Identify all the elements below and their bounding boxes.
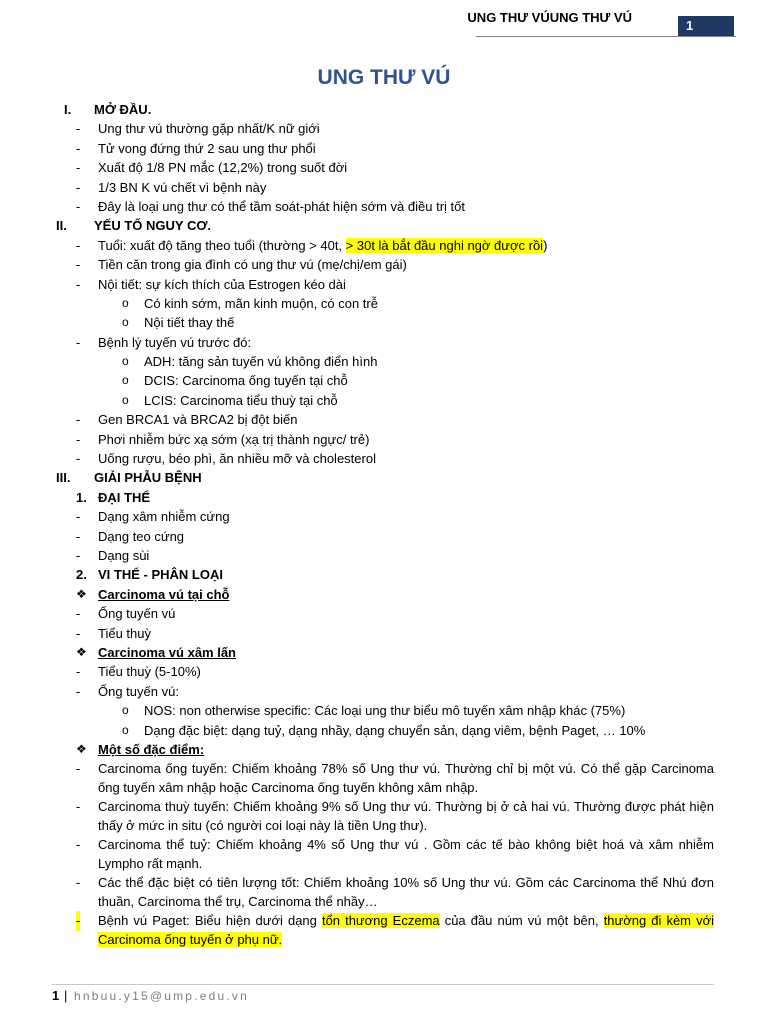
item-text: 1/3 BN K vú chết vì bệnh này	[98, 179, 267, 195]
paragraph-text	[98, 911, 714, 949]
sub-list-item	[0, 371, 768, 390]
list-item	[0, 178, 768, 197]
age-text: Tuổi: xuất độ tăng theo tuổi (thường > 40t,	[98, 237, 346, 253]
item-text: Đây là loại ung thư có thể tầm soát-phát hiện sớm và điều trị tốt	[98, 198, 465, 214]
list-item	[0, 119, 768, 138]
page-header	[0, 8, 768, 33]
subsection-number: 2.	[76, 567, 87, 583]
dash-bullet: -	[76, 837, 81, 853]
header-rule	[476, 36, 736, 37]
subsection-heading	[0, 488, 768, 507]
list-item	[0, 255, 768, 274]
paragraph-item	[0, 759, 768, 797]
footer-separator: |	[64, 988, 68, 1003]
dash-bullet: -	[76, 121, 81, 137]
paragraph-text: Carcinoma thuỳ tuyến: Chiếm khoảng 9% số Ung thư vú. Thường bị ở cả hai vú. Thường được phát hiện thấy ở mức in situ (có người coi loại này là tiền Ung thư).	[98, 799, 714, 834]
dash-bullet: -	[76, 198, 81, 214]
circle-bullet: o	[122, 392, 129, 407]
sub-item-text: NOS: non otherwise specific: Các loại ung thư biểu mô tuyến xâm nhập khác (75%)	[144, 703, 626, 719]
dash-bullet: -	[76, 412, 81, 428]
item-text: Tiểu thuỳ (5-10%)	[98, 664, 201, 680]
list-item	[0, 410, 768, 429]
dash-bullet: -	[76, 451, 81, 467]
dash-bullet: -	[76, 509, 81, 525]
list-item	[0, 236, 768, 255]
section-number: II.	[56, 218, 67, 234]
list-item	[0, 662, 768, 681]
paragraph-item	[0, 835, 768, 873]
sub-list-item	[0, 313, 768, 332]
sub-list-item	[0, 391, 768, 410]
item-text: Bệnh lý tuyến vú trước đó:	[98, 334, 252, 350]
list-item	[0, 275, 768, 294]
section-title: YẾU TỐ NGUY CƠ.	[94, 218, 212, 234]
item-text: Phơi nhiễm bức xạ sớm (xạ trị thành ngực/ trẻ)	[98, 431, 370, 447]
section-heading	[0, 468, 768, 487]
item-text: Dạng teo cứng	[98, 528, 185, 544]
sub-list-item	[0, 701, 768, 720]
document-title: UNG THƯ VÚ	[317, 66, 451, 89]
paragraph-item	[0, 873, 768, 911]
circle-bullet: o	[122, 703, 129, 718]
dash-bullet: -	[76, 179, 81, 195]
dash-bullet: -	[76, 276, 81, 292]
paragraph-item-paget	[0, 911, 768, 949]
list-item	[0, 546, 768, 565]
list-item	[0, 604, 768, 623]
list-item	[0, 158, 768, 177]
dash-bullet: -	[76, 606, 81, 622]
list-item	[0, 430, 768, 449]
category-title: Một số đặc điểm:	[98, 741, 205, 757]
sub-item-text: Nội tiết thay thế	[144, 315, 235, 331]
item-text: Dạng sùi	[98, 547, 150, 563]
list-item	[0, 624, 768, 643]
list-item	[0, 507, 768, 526]
circle-bullet: o	[122, 295, 129, 310]
sub-item-text: ADH: tăng sản tuyến vú không điển hình	[144, 354, 378, 370]
dash-bullet: -	[76, 237, 81, 253]
dash-bullet: -	[76, 160, 81, 176]
sub-list-item	[0, 294, 768, 313]
dash-bullet: -	[76, 140, 81, 156]
subsection-heading	[0, 565, 768, 584]
section-number: I.	[64, 102, 72, 117]
item-text: Xuất độ 1/8 PN mắc (12,2%) trong suốt đời	[98, 160, 348, 176]
item-text: Ống tuyến vú	[98, 606, 176, 622]
item-text: Tiểu thuỳ	[98, 625, 151, 641]
paget-text-mid: của đầu núm vú một bên,	[439, 913, 604, 929]
paragraph-text: Carcinoma ống tuyến: Chiếm khoảng 78% số Ung thư vú. Thường chỉ bị một vú. Có thể gặp Carcinoma ống tuyến xâm nhập hoặc Carcinoma ống tuyến không xâm nhập.	[98, 761, 714, 796]
sub-item-text: Dạng đặc biệt: dạng tuỷ, dạng nhầy, dạng chuyển sản, dạng viêm, bệnh Paget, … 10%	[144, 722, 646, 738]
sub-item-text: LCIS: Carcinoma tiểu thuỳ tại chỗ	[144, 392, 338, 408]
circle-bullet: o	[122, 373, 129, 388]
highlighted-text: > 30t là bắt đầu nghi ngờ được rồi	[345, 237, 544, 253]
section-title: GIẢI PHẪU BỆNH	[94, 470, 202, 486]
paragraph-item	[0, 797, 768, 835]
dash-bullet: -	[76, 761, 81, 777]
highlighted-text: thường đi kèm với Carcinoma ống tuyến ở phụ nữ.	[98, 913, 714, 948]
header-page-number: 1	[678, 16, 734, 36]
sub-list-item	[0, 721, 768, 740]
document-body	[0, 100, 768, 949]
dash-bullet: -	[76, 431, 81, 447]
footer-email: hnbuu.y15@ump.edu.vn	[74, 989, 249, 1003]
section-title: MỞ ĐẦU.	[94, 102, 152, 117]
paragraph-text: Các thể đặc biệt có tiên lượng tốt: Chiếm khoảng 10% số Ung thư vú. Gồm các Carcinoma thể Nhú đơn thuần, Carcinoma thể trụ, Carcinoma thể nhầy…	[98, 875, 714, 910]
item-text: Dạng xâm nhiễm cứng	[98, 509, 230, 525]
dash-bullet: -	[76, 257, 81, 273]
dash-bullet: -	[76, 911, 80, 930]
circle-bullet: o	[122, 722, 129, 737]
category-title: Carcinoma vú xâm lấn	[98, 644, 236, 660]
category-heading	[0, 643, 768, 662]
item-text: Uống rượu, béo phì, ăn nhiều mỡ và cholesterol	[98, 451, 376, 467]
section-heading	[0, 216, 768, 235]
dash-bullet: -	[76, 664, 81, 680]
section-heading	[0, 100, 768, 119]
item-text: Ống tuyến vú:	[98, 683, 179, 699]
highlighted-text: tổn thương Eczema	[321, 913, 440, 929]
subsection-title: ĐẠI THỂ	[98, 489, 150, 505]
item-text: Nội tiết: sự kích thích của Estrogen kéo dài	[98, 276, 346, 292]
page-footer	[0, 984, 768, 1014]
circle-bullet: o	[122, 315, 129, 330]
age-text-end: )	[543, 237, 548, 253]
footer-page-number: 1	[52, 988, 60, 1003]
dash-bullet: -	[76, 547, 81, 563]
list-item	[0, 197, 768, 216]
section-number: III.	[56, 470, 71, 486]
list-item	[0, 333, 768, 352]
item-text: Ung thư vú thường gặp nhất/K nữ giới	[98, 121, 320, 137]
header-title: UNG THƯ VÚUNG THƯ VÚ	[467, 10, 632, 25]
dash-bullet: -	[76, 334, 81, 350]
dash-bullet: -	[76, 799, 81, 815]
circle-bullet: o	[122, 354, 129, 369]
diamond-bullet-icon: ❖	[76, 741, 87, 756]
category-heading	[0, 740, 768, 759]
dash-bullet: -	[76, 528, 81, 544]
subsection-number: 1.	[76, 489, 87, 505]
category-heading	[0, 585, 768, 604]
item-text: Tử vong đứng thứ 2 sau ung thư phổi	[98, 140, 316, 156]
item-text	[98, 236, 714, 255]
diamond-bullet-icon: ❖	[76, 586, 87, 601]
subsection-title: VI THỂ - PHÂN LOẠI	[98, 567, 223, 583]
category-title: Carcinoma vú tại chỗ	[98, 586, 230, 602]
footer-rule	[52, 984, 714, 985]
list-item	[0, 527, 768, 546]
paget-text: Bệnh vú Paget: Biểu hiện dưới dạng	[98, 913, 322, 929]
list-item	[0, 682, 768, 701]
list-item	[0, 139, 768, 158]
sub-item-text: DCIS: Carcinoma ống tuyến tại chỗ	[144, 373, 348, 389]
sub-item-text: Có kinh sớm, mãn kinh muộn, có con trễ	[144, 295, 378, 311]
item-text: Tiền căn trong gia đình có ung thư vú (mẹ/chị/em gái)	[98, 257, 407, 273]
dash-bullet: -	[76, 683, 81, 699]
dash-bullet: -	[76, 625, 81, 641]
dash-bullet: -	[76, 875, 81, 891]
diamond-bullet-icon: ❖	[76, 644, 87, 659]
sub-list-item	[0, 352, 768, 371]
paragraph-text: Carcinoma thể tuỷ: Chiếm khoảng 4% số Ung thư vú . Gồm các tế bào không biệt hoá và xâm nhiễm Lympho rất mạnh.	[98, 837, 714, 872]
item-text: Gen BRCA1 và BRCA2 bị đột biến	[98, 412, 298, 428]
list-item	[0, 449, 768, 468]
